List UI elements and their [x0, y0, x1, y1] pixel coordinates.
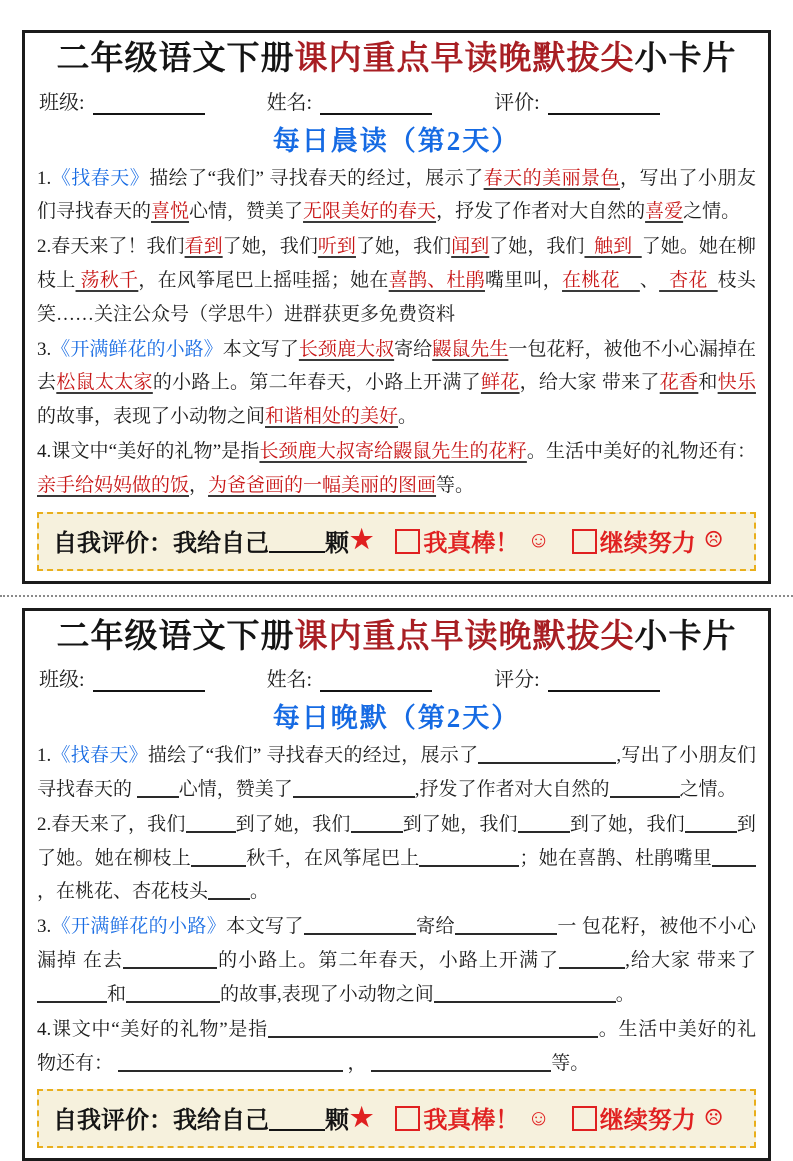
card-title: [37, 615, 756, 660]
text-segment: ，在风筝尾巴上摇哇摇；她在: [138, 269, 389, 291]
text-segment: 鲜花: [480, 372, 520, 394]
text-segment: 松鼠太太家: [56, 372, 153, 394]
text-segment: 亲手给妈妈做的饭: [37, 474, 190, 496]
fill-in-blank: [208, 879, 250, 900]
name-field: [267, 663, 433, 692]
text-segment: 和: [107, 983, 127, 1005]
text-segment: 喜爱: [645, 201, 684, 223]
class-field: [39, 663, 205, 692]
checkbox-great: [395, 1106, 420, 1131]
text-segment: 长颈鹿大叔寄给鼹鼠先生的花籽: [259, 441, 527, 463]
text-segment: ，: [342, 1052, 372, 1074]
score-field-label: 评分:: [494, 669, 540, 692]
self-evaluation-box: [37, 512, 756, 571]
eval-prefix: 自我评价：我给自己: [53, 1108, 269, 1135]
eval-option-great: 我真棒！: [423, 1108, 520, 1135]
smiley-face-icon: ☺: [527, 527, 550, 553]
fill-in-blank: [268, 1017, 598, 1038]
text-segment: 。: [250, 881, 270, 903]
fill-in-blank: [137, 777, 179, 798]
text-segment: 了她。她在柳枝上: [37, 236, 756, 291]
class-field-label: 班级:: [39, 91, 85, 114]
eval-option-great: 我真棒！: [423, 530, 520, 557]
text-segment: ,写出了小朋友们寻找春天的: [37, 745, 756, 801]
text-segment: 的小路上。第二年春天，小路上开满了: [217, 950, 560, 972]
text-segment: 。: [615, 983, 635, 1005]
text-segment: 无限美好的春天: [303, 201, 437, 223]
section-title-morning: 每日晨读（第2天）: [272, 125, 521, 156]
card-title: [37, 37, 756, 82]
text-segment: 《开满鲜花的小路》: [51, 916, 227, 938]
frown-face-icon: ☹: [703, 1104, 724, 1130]
text-segment: 到了她。她在柳枝上: [37, 813, 756, 869]
name-field-blank: [320, 92, 432, 115]
text-segment: ，写出了小朋友们寻找春天的: [37, 167, 756, 223]
text-segment: 等。: [551, 1052, 590, 1074]
rating-field: [494, 86, 660, 115]
info-fields-row: [39, 86, 754, 115]
text-segment: 到了她，我们: [569, 813, 685, 835]
text-segment: 听到: [317, 236, 356, 258]
star-icon: ★: [350, 525, 374, 555]
text-segment: 了她，我们: [355, 236, 452, 258]
text-segment: 4.课文中“美好的礼物”是指: [37, 1018, 268, 1040]
text-segment: 长颈鹿大叔: [298, 338, 395, 360]
text-segment: 、: [639, 269, 660, 291]
rating-field-label: 评价:: [494, 91, 540, 114]
class-field: [39, 86, 205, 115]
text-segment: 喜鹊、杜鹃: [388, 269, 485, 291]
text-segment: 4.课文中“美好的礼物”是指: [37, 441, 260, 463]
class-field-blank: [93, 669, 205, 692]
text-segment: 荡秋千: [75, 269, 139, 291]
text-segment: 嘴里叫，: [484, 269, 563, 291]
eval-option-keep-trying: 继续努力: [599, 530, 696, 557]
fill-in-blank: [434, 982, 616, 1003]
text-segment: 本文写了: [222, 338, 299, 360]
text-segment: 《开满鲜花的小路》: [51, 338, 223, 360]
fill-in-blank: [371, 1051, 551, 1072]
text-segment: 鼹鼠先生: [432, 338, 509, 360]
fill-in-blank: [191, 846, 246, 867]
fill-in-blank: [118, 1051, 343, 1072]
checkbox-keep-trying: [572, 1106, 597, 1131]
text-segment: 和: [698, 372, 718, 394]
fill-in-blank: [123, 948, 217, 969]
score-field: [494, 663, 660, 692]
eval-unit: 颗: [325, 530, 349, 557]
card-title-part2: 课内重点早读晚默拔尖: [294, 41, 635, 77]
card-title-part3: 小卡片: [634, 618, 737, 655]
text-segment: 3.: [37, 338, 52, 360]
text-segment: 本文写了: [226, 916, 304, 938]
text-segment: 了她，我们: [222, 236, 318, 258]
fill-in-blank: [685, 812, 737, 833]
text-segment: 寄给: [415, 916, 455, 938]
text-segment: 。: [398, 406, 418, 428]
card-title-part2: 课内重点早读晚默拔尖: [294, 618, 635, 655]
text-segment: 的故事,表现了小动物之间: [220, 983, 434, 1005]
info-fields-row: [39, 663, 754, 692]
text-segment: 春天的美丽景色: [483, 167, 621, 189]
text-segment: 等。: [436, 474, 475, 496]
text-segment: 喜悦: [151, 201, 190, 223]
name-field-blank: [320, 669, 432, 692]
text-segment: 3.: [37, 916, 52, 938]
name-field-label: 姓名:: [266, 669, 313, 692]
dotted-cut-line: [0, 595, 793, 597]
text-segment: ,给大家 带来了: [625, 950, 756, 972]
text-segment: ，在桃花、杏花枝头: [37, 881, 209, 903]
text-segment: 到了她，我们: [402, 813, 518, 835]
text-segment: 2.春天来了，我们: [37, 813, 186, 835]
text-segment: ,抒发了作者对大自然的: [414, 779, 610, 801]
text-segment: 枝头笑……关注公众号（学思牛）进群获更多免费资料: [37, 269, 756, 325]
checkbox-great: [395, 529, 420, 554]
text-segment: 快乐: [717, 372, 756, 394]
text-segment: 为爸爸画的一幅美丽的图画: [208, 474, 437, 496]
checkbox-keep-trying: [572, 529, 597, 554]
text-segment: 《找春天》: [51, 745, 148, 767]
fill-in-blank: [351, 812, 403, 833]
name-field: [267, 86, 433, 115]
class-field-label: 班级:: [39, 669, 85, 692]
fill-in-blank: [610, 777, 680, 798]
text-segment: 1.: [37, 167, 52, 189]
text-segment: 《找春天》: [51, 167, 150, 189]
text-segment: 。生活中美好的礼物还有：: [526, 441, 756, 463]
paragraph-1: [37, 162, 756, 230]
star-icon: ★: [350, 1102, 374, 1132]
stars-count-blank: [269, 1105, 325, 1131]
text-segment: 了她，我们: [489, 236, 585, 258]
paragraph-3: [37, 333, 756, 434]
text-segment: 到了她，我们: [235, 813, 351, 835]
eval-option-keep-trying: 继续努力: [599, 1108, 696, 1135]
text-segment: 杏花: [659, 269, 718, 291]
text-segment: 1.: [37, 745, 52, 767]
evening-dictation-card: [22, 608, 771, 1161]
eval-unit: 颗: [325, 1108, 349, 1135]
text-segment: 之情。: [683, 201, 741, 223]
frown-face-icon: ☹: [703, 527, 724, 553]
fill-in-blank: [455, 914, 557, 935]
paragraph-4: [37, 435, 756, 503]
morning-reading-card: [22, 30, 771, 584]
text-segment: ，: [189, 474, 209, 496]
fill-in-blank: [712, 846, 756, 867]
paragraph-2: [37, 808, 756, 909]
self-evaluation-box: [37, 1089, 756, 1148]
smiley-face-icon: ☺: [527, 1104, 550, 1130]
card-title-part3: 小卡片: [634, 41, 737, 77]
section-title-evening: 每日晚默（第2天）: [272, 703, 521, 734]
text-segment: 触到: [584, 236, 642, 258]
text-segment: 闻到: [451, 236, 490, 258]
text-segment: 花香: [659, 372, 699, 394]
text-segment: 看到: [184, 236, 223, 258]
text-segment: 心情，赞美了: [178, 779, 293, 801]
class-field-blank: [93, 92, 205, 115]
rating-field-blank: [548, 92, 660, 115]
paragraph-4: [37, 1013, 756, 1081]
fill-in-blank: [126, 982, 220, 1003]
text-segment: 秋千，在风筝尾巴上: [246, 847, 420, 869]
text-segment: 在桃花: [562, 269, 640, 291]
text-segment: 描绘了“我们” 寻找春天的经过，展示了: [149, 167, 484, 189]
text-segment: 一 包花籽，被他不小心漏掉 在去: [37, 916, 756, 972]
text-segment: 之情。: [679, 779, 737, 801]
card-title-part1: 二年级语文下册: [56, 618, 295, 655]
stars-count-blank: [269, 527, 325, 553]
fill-in-blank: [518, 812, 570, 833]
text-segment: 心情，赞美了: [189, 201, 304, 223]
fill-in-blank: [478, 743, 616, 764]
text-segment: ，抒发了作者对大自然的: [436, 201, 646, 223]
score-field-blank: [548, 669, 660, 692]
fill-in-blank: [186, 812, 236, 833]
fill-in-blank: [37, 982, 107, 1003]
fill-in-blank: [293, 777, 415, 798]
text-segment: 的故事，表现了小动物之间: [37, 406, 266, 428]
text-segment: 和谐相处的美好: [265, 406, 399, 428]
fill-in-blank: [419, 846, 519, 867]
text-segment: 寄给: [394, 338, 433, 360]
text-segment: 描绘了“我们” 寻找春天的经过，展示了: [147, 745, 479, 767]
paragraph-2: [37, 230, 756, 331]
text-segment: 一包花籽，被他不小心漏掉在去: [37, 338, 756, 394]
paragraph-3: [37, 910, 756, 1011]
text-segment: ，给大家 带来了: [519, 372, 660, 394]
name-field-label: 姓名:: [266, 91, 313, 114]
text-segment: 。生活中美好的礼物还有：: [37, 1018, 756, 1074]
text-segment: ；她在喜鹊、杜鹃嘴里: [519, 847, 712, 869]
text-segment: 2.春天来了！我们: [37, 236, 185, 258]
paragraph-1: [37, 739, 756, 807]
text-segment: 的小路上。第二年春天，小路上开满了: [152, 372, 481, 394]
fill-in-blank: [304, 914, 416, 935]
card-title-part1: 二年级语文下册: [56, 41, 295, 77]
eval-prefix: 自我评价：我给自己: [53, 530, 269, 557]
fill-in-blank: [559, 948, 625, 969]
